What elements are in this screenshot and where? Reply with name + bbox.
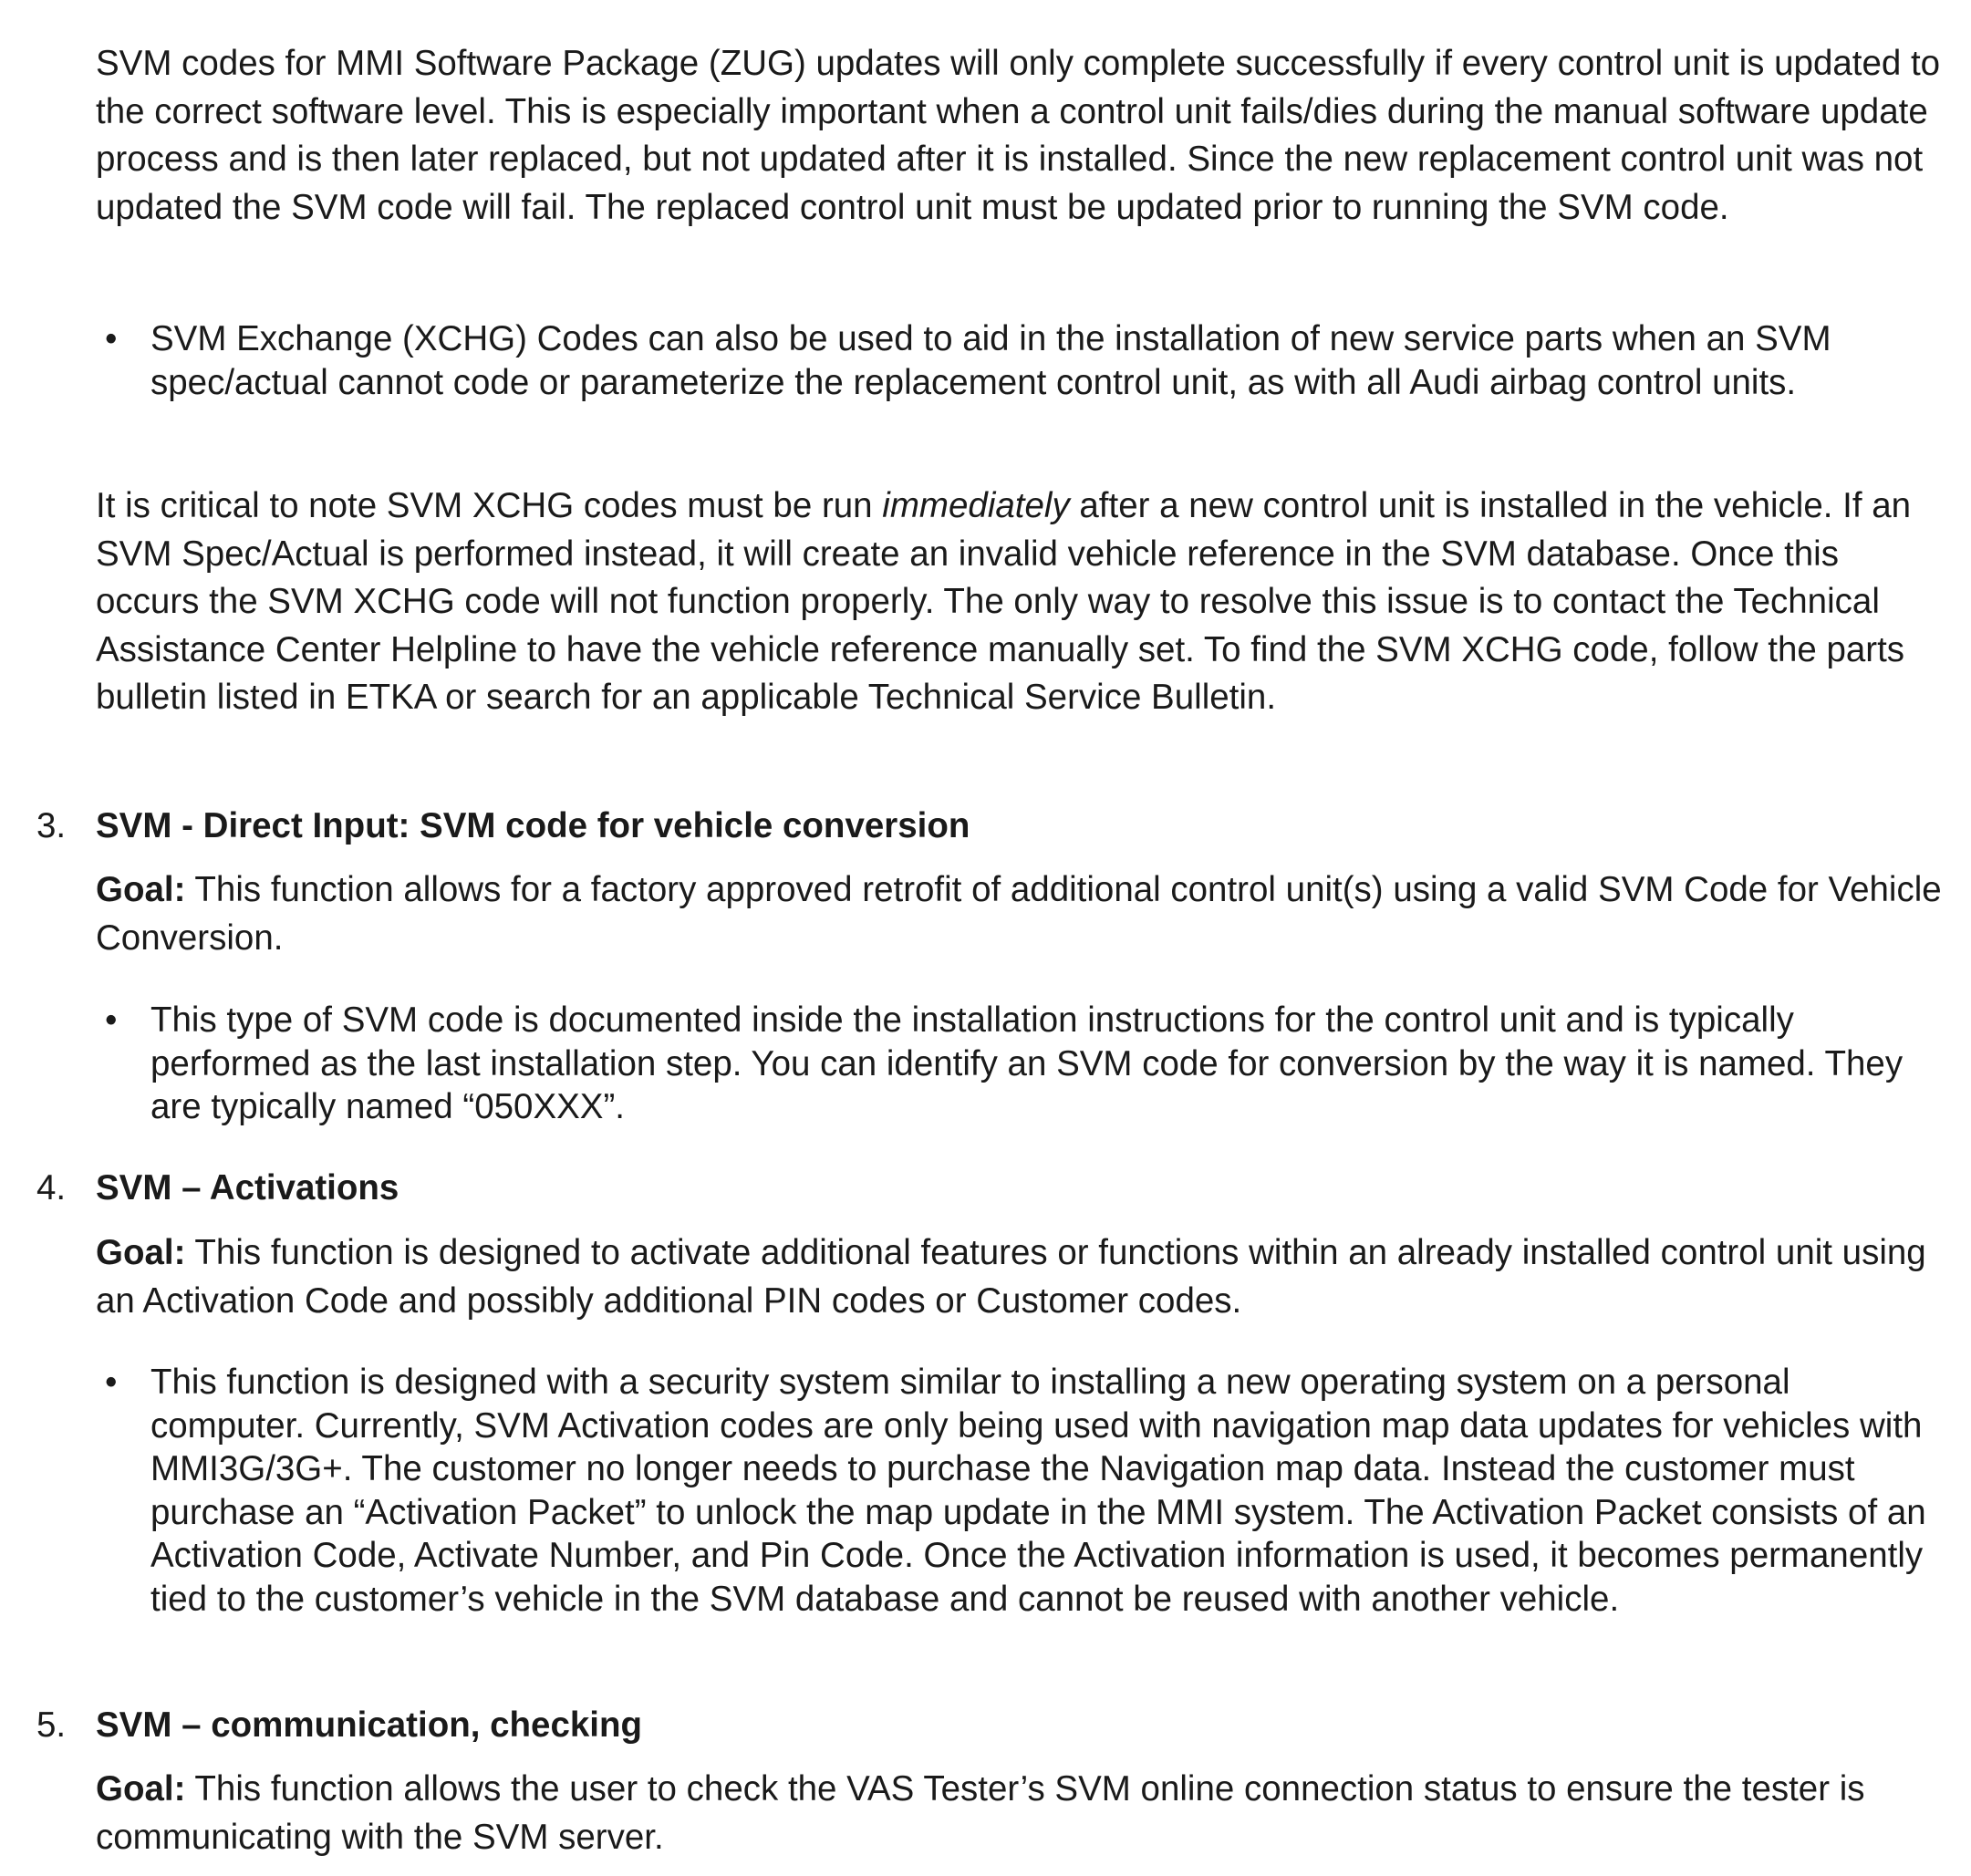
critical-note-before: It is critical to note SVM XCHG codes must be run bbox=[96, 486, 883, 525]
section-3-title: SVM - Direct Input: SVM code for vehicle conversion bbox=[96, 806, 970, 845]
bullet-icon: • bbox=[105, 1000, 118, 1040]
bullet-icon: • bbox=[105, 1363, 118, 1402]
critical-note-paragraph bbox=[96, 482, 1947, 722]
section-3-goal bbox=[96, 866, 1947, 962]
xchg-bullet-text: SVM Exchange (XCHG) Codes can also be used to aid in the installation of new service parts when an SVM spec/actual cannot code or parameterize the replacement control unit, as with all Audi airbag control units. bbox=[150, 319, 1831, 402]
section-4-title: SVM – Activations bbox=[96, 1168, 399, 1207]
section-4-goal-text: This function is designed to activate additional features or functions within an already installed control unit using an Activation Code and possibly additional PIN codes or Customer codes. bbox=[96, 1233, 1926, 1321]
section-3-goal-text: This function allows for a factory approved retrofit of additional control unit(s) using a valid SVM Code for Vehicle Conversion. bbox=[96, 870, 1942, 958]
section-4-bullet-text: This function is designed with a security system similar to installing a new operating system on a personal computer. Currently, SVM Activation codes are only being used with navigation map data updates for vehicles with MMI3G/3G+. The customer no longer needs to purchase the Navigation map data. Instead the customer must purchase an “Activation Packet” to unlock the map update in the MMI system. The Activation Packet consists of an Activation Code, Activate Number, and Pin Code. Once the Activation information is used, it becomes permanently tied to the customer’s vehicle in the SVM database and cannot be reused with another vehicle. bbox=[150, 1363, 1926, 1619]
section-4-goal-label: Goal: bbox=[96, 1233, 186, 1272]
section-3-goal-label: Goal: bbox=[96, 870, 186, 909]
intro-text: SVM codes for MMI Software Package (ZUG) updates will only complete successfully if every control unit is updated to the correct software level. This is especially important when a control unit fails/dies during the manual software update process and is then later replaced, but not updated after it is installed. Since the new replacement control unit was not updated the SVM code will fail. The replaced control unit must be updated prior to running the SVM code. bbox=[96, 44, 1941, 227]
critical-note-emphasis: immediately bbox=[882, 486, 1070, 525]
section-4-goal bbox=[96, 1229, 1947, 1325]
section-5-goal-text: This function allows the user to check the VAS Tester’s SVM online connection status to ensure the tester is communicating with the SVM server. bbox=[96, 1769, 1865, 1857]
section-3-bullet-text: This type of SVM code is documented inside the installation instructions for the control unit and is typically performed as the last installation step. You can identify an SVM code for conversion by the way it is named. They are typically named “050XXX”. bbox=[150, 1000, 1904, 1126]
bullet-icon: • bbox=[105, 319, 118, 358]
section-5-title: SVM – communication, checking bbox=[96, 1705, 643, 1745]
section-5-goal bbox=[96, 1766, 1947, 1861]
section-5-number: 5. bbox=[36, 1705, 67, 1745]
intro-paragraph bbox=[96, 40, 1947, 232]
section-3-number: 3. bbox=[36, 806, 67, 845]
critical-note-after: after a new control unit is installed in the vehicle. If an SVM Spec/Actual is performed instead, it will create an invalid vehicle reference in the SVM database. Once this occurs the SVM XCHG code will not function properly. The only way to resolve this issue is to contact the Technical Assistance Center Helpline to have the vehicle reference manually set. To find the SVM XCHG code, follow the parts bulletin listed in ETKA or search for an applicable Technical Service Bulletin. bbox=[96, 486, 1912, 717]
section-4-number: 4. bbox=[36, 1168, 67, 1207]
section-5-goal-label: Goal: bbox=[96, 1769, 186, 1809]
